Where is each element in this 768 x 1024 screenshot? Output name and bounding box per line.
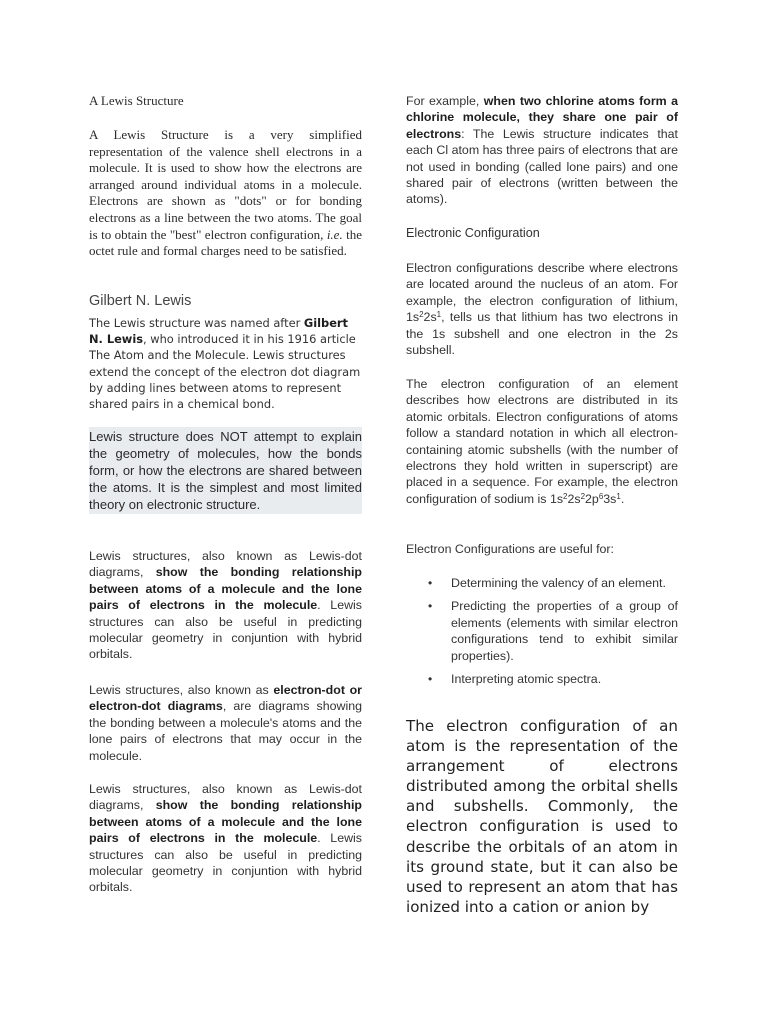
gilbert-text-b: , who introduced it in his 1916 article The Atom and the Molecule. Lewis structures extend the concept of the electron dot diagram by adding lines between atoms to represent shared pairs in a chemical bond. [89, 332, 361, 412]
gilbert-name-bold: Gilbert N. Lewis [89, 316, 348, 347]
lp1-bold: show the bonding relationship between atoms of a molecule and the lone pairs of electrons in the molecule [89, 565, 362, 613]
intro-paragraph [89, 127, 362, 260]
section-title-lewis-structure: A Lewis Structure [89, 93, 184, 108]
cp1-sup2: 1 [436, 310, 442, 320]
example-bold: when two chlorine atoms form a chlorine molecule, they share one pair of electrons [406, 94, 678, 141]
lp3-text-b: . Lewis structures can also be useful in predicting molecular geometry in conjuntion with hybrid orbitals. [89, 831, 362, 895]
highlight-note: Lewis structure does NOT attempt to explain the geometry of molecules, how the bonds form, or how the electrons are shared between the atoms. It is the simplest and most limited theory on electronic structure. [89, 427, 362, 514]
cp2-d: 3s [603, 491, 617, 506]
gilbert-heading: Gilbert N. Lewis [89, 293, 192, 309]
lp2-text-b: , are diagrams showing the bonding between a molecule's atoms and the lone pairs of electrons that may occur in the molecule. [89, 699, 362, 763]
lp3-text-a: Lewis structures, also known as Lewis-dot diagrams, [89, 782, 362, 813]
intro-ie: i.e. [326, 226, 343, 242]
bullet-icon: • [428, 576, 433, 590]
cp2-sup2: 2 [580, 491, 586, 501]
list-item-text: Determining the valency of an element. [451, 576, 666, 590]
lp2-text-a: Lewis structures, also known as [89, 683, 269, 697]
list-item [406, 671, 678, 687]
lp2-bold: electron-dot or electron-dot diagrams [89, 683, 362, 714]
lewis-paragraph-2 [89, 682, 362, 764]
intro-text-b: the octet rule and formal charges need to be satisfied. [89, 226, 363, 259]
cp1-sup1: 2 [419, 310, 424, 320]
cp2-e: . [620, 491, 625, 506]
example-text-b: : The Lewis structure indicates that each Cl atom has three pairs of electrons that are not used in bonding (called lone pairs) and one shared pair of electrons (written between the atoms). [406, 126, 678, 207]
list-item-text: Predicting the properties of a group of elements (elements with similar electron configurations tend to exhibit similar properties). [451, 599, 678, 663]
lp1-text-b: . Lewis structures can also be useful in predicting molecular geometry in conjuntion with hybrid orbitals. [89, 598, 362, 662]
config-paragraph-2 [406, 376, 678, 507]
cp2-c: 2p [585, 491, 599, 506]
list-item [406, 598, 678, 664]
lp3-bold: show the bonding relationship between atoms of a molecule and the lone pairs of electrons in the molecule [89, 798, 362, 846]
lewis-paragraph-1 [89, 548, 362, 663]
example-text-a: For example, [406, 94, 480, 108]
lewis-paragraph-3 [89, 781, 362, 896]
cp2-b: 2s [567, 491, 581, 506]
lp1-text-a: Lewis structures, also known as Lewis-dot diagrams, [89, 549, 362, 580]
gilbert-text-a: The Lewis structure was named after [89, 316, 301, 330]
electron-configuration-large-paragraph: The electron configuration of an atom is the representation of the arrangement of electrons distributed among the orbital shells and subshells. Commonly, the electron configuration is used to describe the orbitals of an atom in its ground state, but it can also be used to represent an atom that has ionized into a cation or anion by [406, 717, 678, 916]
bullet-icon: • [428, 599, 433, 614]
intro-text-a: A Lewis Structure is a very simplified representation of the valence shell electrons in a molecule. It is used to show how the electrons are arranged around individual atoms in a molecule. Electrons are shown as "dots" or for bonding electrons as a line between the two atoms. The goal is to obtain the "best" electron configuration, [89, 127, 362, 242]
cp1-b: 2s [423, 310, 437, 325]
cp2-sup1: 2 [563, 491, 568, 501]
cp2-sup4: 1 [616, 491, 621, 501]
list-item-text: Interpreting atomic spectra. [451, 672, 602, 687]
chlorine-example-paragraph [406, 93, 678, 208]
cp1-c: , tells us that lithium has two electrons in the 1s subshell and one electron in the 2s subshell. [406, 310, 678, 358]
bullet-icon: • [428, 672, 433, 687]
config-paragraph-1 [406, 260, 678, 358]
useful-for-heading: Electron Configurations are useful for: [406, 542, 614, 556]
electronic-configuration-heading: Electronic Configuration [406, 226, 540, 240]
list-item [406, 575, 678, 591]
useful-for-list [406, 575, 678, 694]
cp2-sup3: 6 [598, 491, 604, 501]
cp1-a: Electron configurations describe where electrons are located around the nucleus of an atom. For example, the electron configuration of lithium, 1s [406, 261, 678, 325]
gilbert-paragraph [89, 315, 362, 412]
cp2-a: The electron configuration of an element describes how electrons are distributed in its atomic orbitals. Electron configurations of atoms follow a standard notation in which all electron-containing atomic subshells (with the number of electrons they hold written in superscript) are placed in a sequence. For example, the electron configuration of sodium is 1s [406, 377, 678, 506]
